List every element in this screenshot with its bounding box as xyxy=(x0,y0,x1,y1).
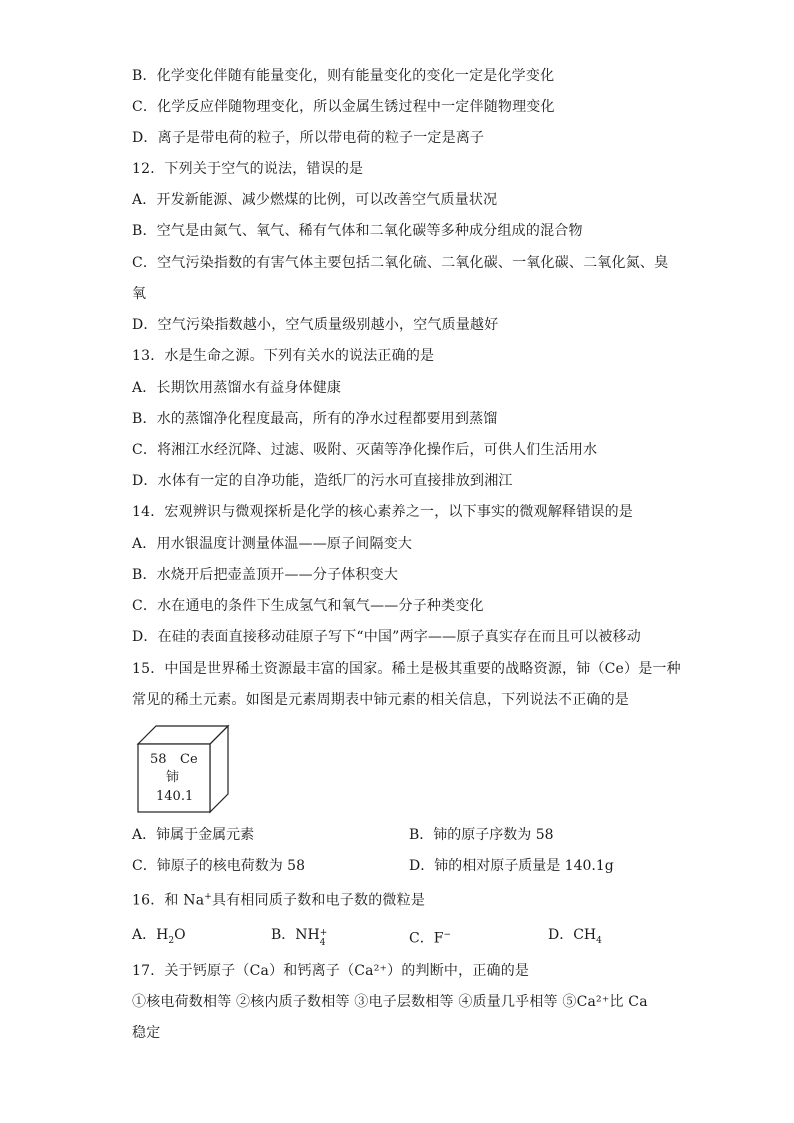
q15-stem: 15．中国是世界稀土资源最丰富的国家。稀土是极其重要的战略资源，铈（Ce）是一种 xyxy=(132,661,681,677)
q16-stem xyxy=(132,887,425,911)
q14-option-c: C．水在通电的条件下生成氢气和氧气——分子种类变化 xyxy=(132,598,484,614)
atomic-number: 58 xyxy=(150,752,167,767)
q13-option-a: A．长期饮用蒸馏水有益身体健康 xyxy=(132,380,342,396)
q11-option-b: B．化学变化伴随有能量变化，则有能量变化的变化一定是化学变化 xyxy=(132,68,555,84)
q15-option-a: A．铈属于金属元素 xyxy=(132,827,255,843)
q16-option-d xyxy=(548,925,602,951)
q11-option-d: D．离子是带电荷的粒子，所以带电荷的粒子一定是离子 xyxy=(132,130,485,146)
element-name: 铈 xyxy=(166,770,180,785)
q15-option-b: B．铈的原子序数为 58 xyxy=(409,827,554,843)
q12-option-d: D．空气污染指数越小，空气质量级别越小，空气质量越好 xyxy=(132,317,499,333)
q16-c-text: C．F xyxy=(409,930,444,947)
q17-options-wrap: 稳定 xyxy=(132,1025,161,1041)
q17-options: ①核电荷数相等 ②核内质子数相等 ③电子层数相等 ④质量几乎相等 ⑤Ca²⁺比 Ca xyxy=(132,994,648,1010)
element-card-cerium xyxy=(136,724,232,814)
q17-stem: 17．关于钙原子（Ca）和钙离子（Ca²⁺）的判断中，正确的是 xyxy=(132,963,530,979)
q14-option-d: D．在硅的表面直接移动硅原子写下“中国”两字——原子真实存在而且可以被移动 xyxy=(132,629,641,645)
q16-stem-charge: + xyxy=(204,892,213,902)
q15-option-c: C．铈原子的核电荷数为 58 xyxy=(132,858,305,874)
q16-d-text: D．CH xyxy=(548,927,597,943)
q16-c-sup: − xyxy=(443,930,451,940)
q16-option-c xyxy=(409,925,451,949)
q14-option-b: B．水烧开后把壶盖顶开——分子体积变大 xyxy=(132,567,399,583)
q12-option-a: A．开发新能源、减少燃煤的比例，可以改善空气质量状况 xyxy=(132,192,498,208)
q15-stem-wrap: 常见的稀土元素。如图是元素周期表中铈元素的相关信息，下列说法不正确的是 xyxy=(132,692,629,708)
q16-b-text: B．NH xyxy=(271,927,320,943)
q16-option-a xyxy=(132,925,186,951)
q13-stem: 13．水是生命之源。下列有关水的说法正确的是 xyxy=(132,348,435,364)
element-symbol: Ce xyxy=(180,752,198,767)
q11-option-c: C．化学反应伴随物理变化，所以金属生锈过程中一定伴随物理变化 xyxy=(132,99,555,115)
q16-b-sup: + xyxy=(319,928,328,938)
q16-a-sub: 2 xyxy=(168,935,175,946)
q16-option-b xyxy=(271,925,328,948)
q13-option-d: D．水体有一定的自净功能，造纸厂的污水可直接排放到湘江 xyxy=(132,473,513,489)
q12-option-b: B．空气是由氮气、氧气、稀有气体和二氧化碳等多种成分组成的混合物 xyxy=(132,223,583,239)
q13-option-b: B．水的蒸馏净化程度最高，所有的净水过程都要用到蒸馏 xyxy=(132,411,498,427)
q16-a-text: A．H xyxy=(132,927,169,943)
q15-option-d: D．铈的相对原子质量是 140.1g xyxy=(409,858,614,874)
q16-stem-text: 16．和 Na xyxy=(132,892,205,909)
q16-b-sub: 4 xyxy=(319,938,326,948)
q16-d-sub: 4 xyxy=(596,935,602,946)
atomic-mass: 140.1 xyxy=(156,789,194,804)
q16-stem-text-end: 具有相同质子数和电子数的微粒是 xyxy=(212,892,426,909)
q12-stem: 12．下列关于空气的说法，错误的是 xyxy=(132,161,364,177)
q12-option-c-wrap: 氧 xyxy=(132,286,147,302)
q14-option-a: A．用水银温度计测量体温——原子间隔变大 xyxy=(132,536,413,552)
q12-option-c: C．空气污染指数的有害气体主要包括二氧化硫、二氧化碳、一氧化碳、二氧化氮、臭 xyxy=(132,255,669,271)
q14-stem: 14．宏观辨识与微观探析是化学的核心素养之一，以下事实的微观解释错误的是 xyxy=(132,504,634,520)
q16-a-text-end: O xyxy=(174,927,186,943)
q13-option-c: C．将湘江水经沉降、过滤、吸附、灭菌等净化操作后，可供人们生活用水 xyxy=(132,442,598,458)
